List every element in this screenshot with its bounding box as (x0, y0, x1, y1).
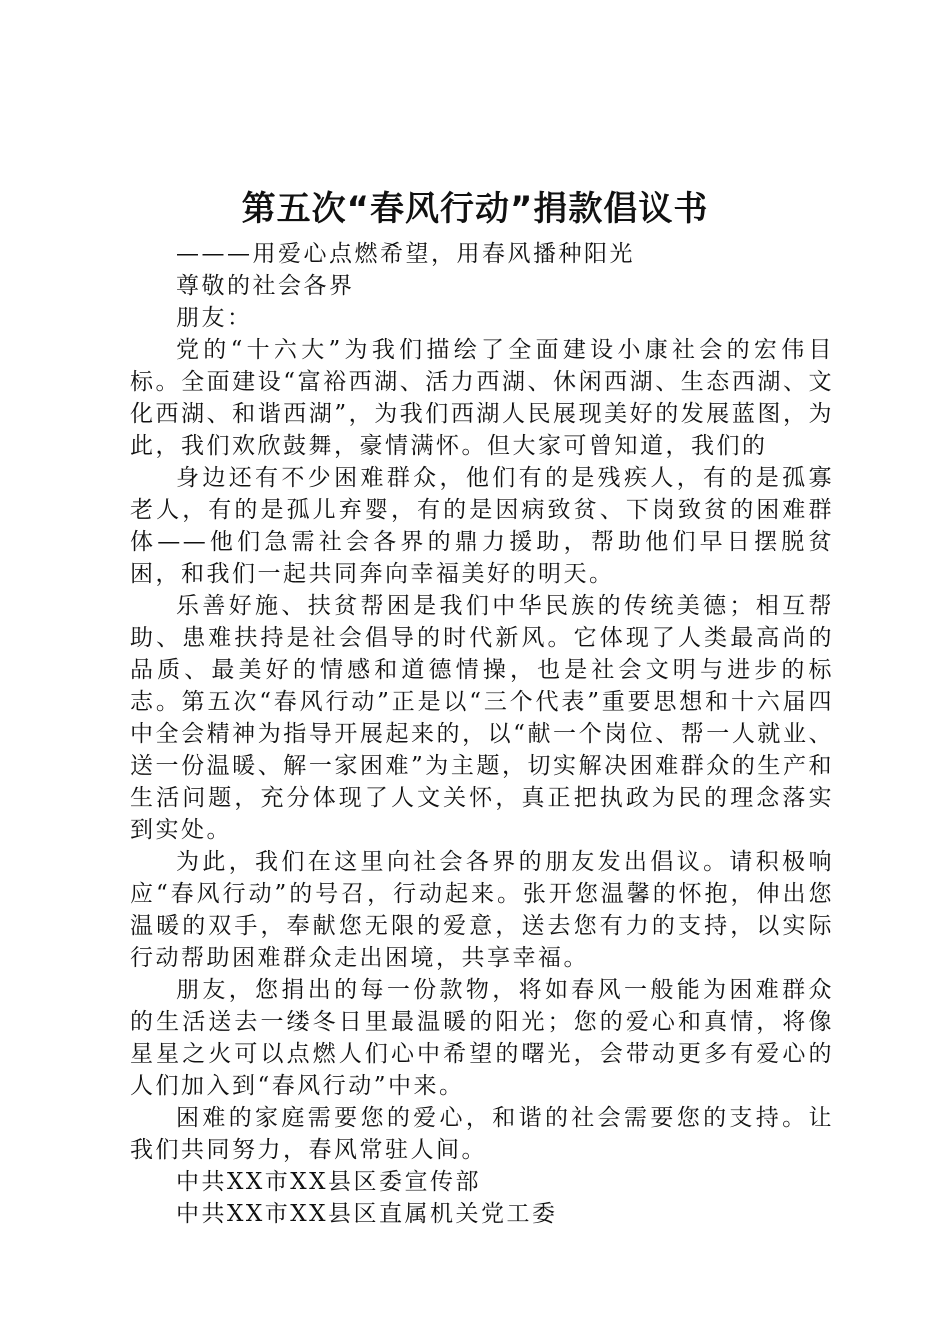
paragraph-4: 为此，我们在这里向社会各界的朋友发出倡议。请积极响应“春风行动”的号召，行动起来。张开您温馨的怀抱，伸出您温暖的双手，奉献您无限的爱意，送去您有力的支持，以实际行动帮助困难群众走出困境，共享幸福。 (130, 849, 834, 971)
signature-2: 中共XX市XX县区直属机关党工委 (176, 1201, 558, 1227)
paragraph-2: 身边还有不少困难群众，他们有的是残疾人，有的是孤寡老人，有的是孤儿弃婴，有的是因病致贫、下岗致贫的困难群体——他们急需社会各界的鼎力援助，帮助他们早日摆脱贫困，和我们一起共同奔向幸福美好的明天。 (130, 465, 834, 587)
paragraph-5: 朋友，您捐出的每一份款物，将如春风一般能为困难群众的生活送去一缕冬日里最温暖的阳光；您的爱心和真情，将像星星之火可以点燃人们心中希望的曙光，会带动更多有爱心的人们加入到“春风行动”中来。 (130, 977, 834, 1099)
salutation-line-1: 尊敬的社会各界 (176, 273, 355, 299)
paragraph-1: 党的“十六大”为我们描绘了全面建设小康社会的宏伟目标。全面建设“富裕西湖、活力西湖、休闲西湖、生态西湖、文化西湖、和谐西湖”，为我们西湖人民展现美好的发展蓝图，为此，我们欢欣鼓舞，豪情满怀。但大家可曾知道，我们的 (130, 337, 834, 459)
document-title: 第五次“春风行动”捐款倡议书 (241, 189, 709, 229)
document-body (130, 238, 834, 1230)
paragraph-6: 困难的家庭需要您的爱心，和谐的社会需要您的支持。让我们共同努力，春风常驻人间。 (130, 1105, 834, 1163)
paragraph-3: 乐善好施、扶贫帮困是我们中华民族的传统美德；相互帮助、患难扶持是社会倡导的时代新风。它体现了人类最高尚的品质、最美好的情感和道德情操，也是社会文明与进步的标志。第五次“春风行动”正是以“三个代表”重要思想和十六届四中全会精神为指导开展起来的，以“献一个岗位、帮一人就业、送一份温暖、解一家困难”为主题，切实解决困难群众的生产和生活问题，充分体现了人文关怀，真正把执政为民的理念落实到实处。 (130, 593, 834, 843)
signature-1: 中共XX市XX县区委宣传部 (176, 1169, 481, 1195)
subtitle: ———用爱心点燃希望，用春风播种阳光 (176, 241, 635, 267)
salutation-line-2: 朋友： (176, 305, 253, 331)
